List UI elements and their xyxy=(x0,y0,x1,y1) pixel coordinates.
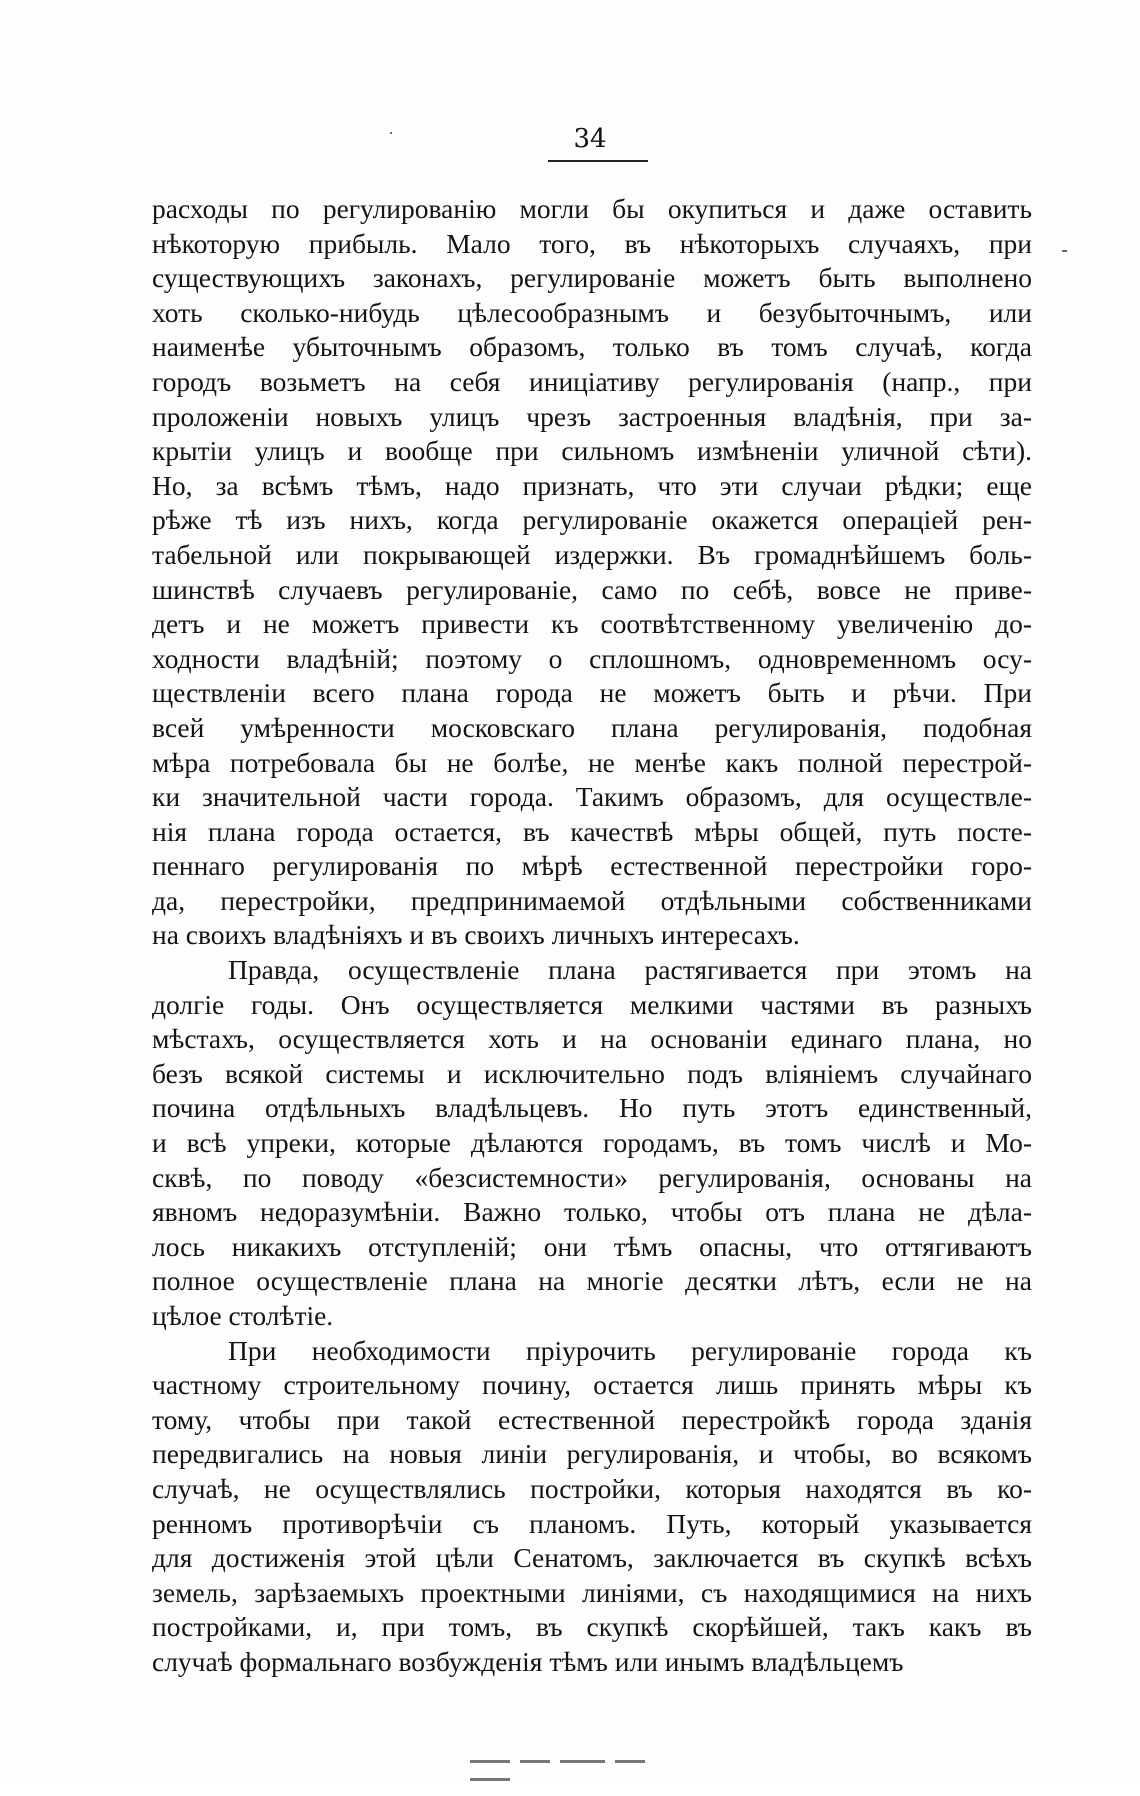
text-line: пеннаго регулированія по мѣрѣ естественной перестройки горо- xyxy=(152,850,1032,882)
text-line: лось никакихъ отступленій; они тѣмъ опасны, что оттягиваютъ xyxy=(152,1230,1032,1262)
text-line: явномъ недоразумѣніи. Важно только, чтобы отъ плана не дѣла- xyxy=(152,1196,1032,1228)
text-line: При необходимости пріурочить регулированіе города къ xyxy=(228,1334,1032,1366)
text-line: частному строительному почину, остается лишь принять мѣры къ xyxy=(152,1369,1032,1401)
bottom-scan-marks xyxy=(470,1760,700,1766)
text-line: случаѣ формальнаго возбужденія тѣмъ или инымъ владѣльцемъ xyxy=(152,1645,904,1677)
text-line: постройками, и, при томъ, въ скупкѣ скорѣйшей, такъ какъ въ xyxy=(152,1611,1032,1643)
text-line: безъ всякой системы и исключительно подъ вліяніемъ случайнаго xyxy=(152,1057,1032,1089)
text-line: существующихъ законахъ, регулированіе можетъ быть выполнено xyxy=(152,262,1032,294)
text-line: Но, за всѣмъ тѣмъ, надо признать, что эти случаи рѣдки; еще xyxy=(152,469,1032,501)
text-line: крытіи улицъ и вообще при сильномъ измѣненіи уличной сѣти). xyxy=(152,435,1032,467)
text-line: наименѣе убыточнымъ образомъ, только въ томъ случаѣ, когда xyxy=(152,331,1032,363)
text-line: нія плана города остается, въ качествѣ мѣры общей, путь посте- xyxy=(152,815,1032,847)
page-number: 34 xyxy=(573,124,607,154)
text-line: детъ и не можетъ привести къ соотвѣтственному увеличенію до- xyxy=(152,608,1032,640)
text-line: передвигались на новыя линіи регулированія, и чтобы, во всякомъ xyxy=(152,1438,1032,1470)
text-line: всей умѣренности московскаго плана регулированія, подобная xyxy=(152,711,1032,743)
text-line: да, перестройки, предпринимаемой отдѣльными собственниками xyxy=(152,884,1032,916)
text-line: почина отдѣльныхъ владѣльцевъ. Но путь этотъ единственный, xyxy=(152,1092,1032,1124)
paragraph xyxy=(152,953,1032,1334)
text-line: случаѣ, не осуществлялись постройки, которыя находятся въ ко- xyxy=(152,1472,1032,1504)
text-line: на своихъ владѣніяхъ и въ своихъ личныхъ интересахъ. xyxy=(152,919,800,951)
text-line: рѣже тѣ изъ нихъ, когда регулированіе окажется операціей рен- xyxy=(152,504,1032,536)
text-line: ренномъ противорѣчіи съ планомъ. Путь, который указывается xyxy=(152,1507,1032,1539)
text-line: и всѣ упреки, которые дѣлаются городамъ, въ томъ числѣ и Мо- xyxy=(152,1127,1032,1159)
text-line: земель, зарѣзаемыхъ проектными линіями, съ находящимися на нихъ xyxy=(152,1576,1032,1608)
text-line: проложеніи новыхъ улицъ чрезъ застроенныя владѣнія, при за- xyxy=(152,400,1032,432)
scan-speck xyxy=(1062,250,1067,252)
text-line: цѣлое столѣтіе. xyxy=(152,1300,334,1331)
scan-speck xyxy=(390,132,392,134)
text-line: ществленіи всего плана города не можетъ быть и рѣчи. При xyxy=(152,677,1032,709)
paragraph xyxy=(152,192,1032,953)
text-line: расходы по регулированію могли бы окупиться и даже оставить xyxy=(152,193,1032,224)
text-line: нѣкоторую прибыль. Мало того, въ нѣкоторыхъ случаяхъ, при xyxy=(152,227,1032,259)
text-line: сквѣ, по поводу «безсистемности» регулированія, основаны на xyxy=(152,1161,1032,1193)
text-line: ки значительной части города. Такимъ образомъ, для осуществле- xyxy=(152,781,1032,813)
text-line: для достиженія этой цѣли Сенатомъ, заключается въ скупкѣ всѣхъ xyxy=(152,1542,1032,1574)
text-line: долгіе годы. Онъ осуществляется мелкими частями въ разныхъ xyxy=(152,988,1032,1020)
page-number-rule xyxy=(548,160,648,162)
text-line: шинствѣ случаевъ регулированіе, само по себѣ, вовсе не приве- xyxy=(152,573,1032,605)
text-line: мѣстахъ, осуществляется хоть и на основаніи единаго плана, но xyxy=(152,1023,1032,1055)
body-text xyxy=(152,192,1032,1680)
text-line: тому, чтобы при такой естественной перестройкѣ города зданія xyxy=(152,1403,1032,1435)
text-line: хоть сколько-нибудь цѣлесообразнымъ и безубыточнымъ, или xyxy=(152,296,1032,328)
text-line: табельной или покрывающей издержки. Въ громаднѣйшемъ боль- xyxy=(152,538,1032,570)
text-line: ходности владѣній; поэтому о сплошномъ, одновременномъ осу- xyxy=(152,642,1032,674)
text-line: Правда, осуществленіе плана растягивается при этомъ на xyxy=(228,954,1032,986)
text-line: полное осуществленіе плана на многіе десятки лѣтъ, если не на xyxy=(152,1265,1032,1297)
text-line: городъ возьметъ на себя иниціативу регулированія (напр., при xyxy=(152,365,1032,397)
paragraph xyxy=(152,1334,1032,1680)
text-line: мѣра потребовала бы не болѣе, не менѣе какъ полной перестрой- xyxy=(152,746,1032,778)
